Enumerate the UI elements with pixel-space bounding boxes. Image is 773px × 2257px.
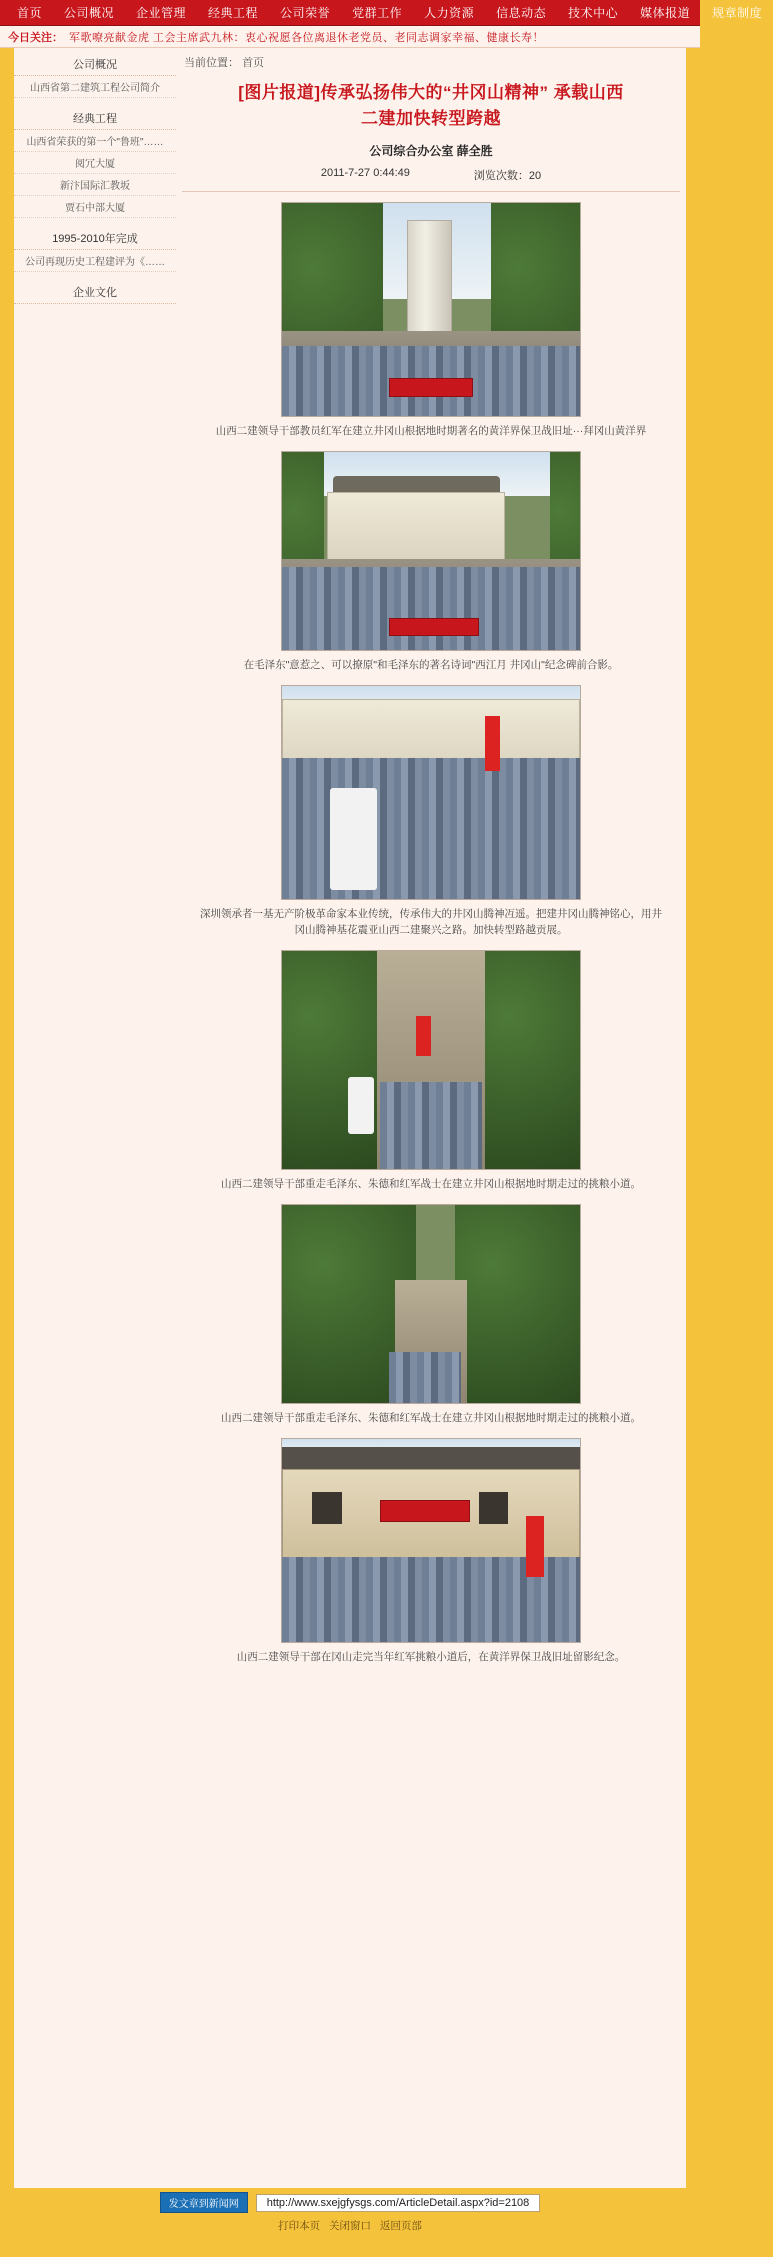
page-title [182,74,680,134]
content-wrapper [0,48,700,2188]
close-link[interactable]: 关闭窗口 [329,2220,371,2232]
print-link[interactable]: 打印本页 [278,2220,321,2232]
nav-item-news[interactable]: 信息动态 [496,5,547,20]
photo-group-at-house [281,1438,581,1643]
nav-item-classic-projects[interactable]: 经典工程 [208,5,259,20]
nav-item-tech-center[interactable]: 技术中心 [568,5,619,20]
photo-stone-wall [281,451,581,651]
figure-3-caption: 深圳领承者一基无产阶极革命家本业传统，传承伟大的井冈山腾神冱遥。把建井冈山腾神铭心，用井冈山腾神基花震亚山西二建聚兴之路。加快转型路越贡展。 [200,908,662,936]
breadcrumb-home-link[interactable]: 首页 [242,57,265,69]
main-content [176,48,686,2188]
article-url-field[interactable]: http://www.sxejgfysgs.com/ArticleDetail.aspx?id=2108 [256,2194,541,2212]
figure-5 [182,1204,680,1426]
back-top-link[interactable]: 返回页部 [379,2220,422,2232]
nav-item-enterprise-management[interactable]: 企业管理 [136,5,187,20]
figure-4-caption: 山西二建领导干部重走毛泽东、朱德和红军战士在建立井冈山根据地时期走过的挑粮小道。 [221,1178,641,1190]
article-body [182,192,680,1665]
article-author: 公司综合办公室 薛全胜 [369,144,493,158]
figure-6 [182,1438,680,1665]
nav-item-company-honors[interactable]: 公司荣誉 [280,5,331,20]
sidebar-spacer-3 [14,272,176,280]
sidebar-item-history-projects[interactable]: 公司再现历史工程建评为《…… [14,250,176,272]
sidebar-item-international-center[interactable]: 新汴国际汇教坂 [14,174,176,196]
sidebar-item-classic-projects[interactable]: 经典工程 [14,106,176,130]
sidebar-item-company-intro[interactable]: 山西省第二建筑工程公司简介 [14,76,176,98]
article-meta [182,163,680,192]
figure-4 [182,950,680,1192]
nav-item-human-resources[interactable]: 人力资源 [424,5,475,20]
sidebar-item-yuekuang-building[interactable]: 阅冗大厦 [14,152,176,174]
send-to-news-button[interactable]: 发文章到新闻网 [160,2192,248,2213]
sidebar [14,48,176,2188]
footer [0,2188,700,2241]
photo-forest-trail [281,1204,581,1404]
figure-1 [182,202,680,439]
nav-item-party-work[interactable]: 党群工作 [352,5,403,20]
figure-2 [182,451,680,673]
nav-item-company-overview[interactable]: 公司概况 [64,5,115,20]
breadcrumb-label: 当前位置： [184,57,239,69]
article-views: 浏览次数：20 [473,170,542,182]
breadcrumb [182,48,680,74]
photo-mountain-path [281,950,581,1170]
nav-item-media-reports[interactable]: 媒体报道 [640,5,691,20]
sidebar-spacer-2 [14,218,176,226]
figure-3 [182,685,680,938]
photo-group-discussion [281,685,581,900]
figure-1-caption: 山西二建领导干部教员红军在建立井冈山根据地时期著名的黄洋界保卫战旧址···拜冈山黄洋界 [215,425,647,437]
photo-monument [281,202,581,417]
figure-2-caption: 在毛泽东"意惹之、可以撩原"和毛泽东的著名诗词"西江月 井冈山"纪念碑前合影。 [243,659,619,671]
article-date: 2011-7-27 0:44:49 [320,167,410,179]
footer-links [0,2215,700,2241]
notice-bar [0,26,700,48]
notice-text: 军歌嘹亮献金虎 工会主席武九林：衷心祝愿各位离退休老党员、老同志调家幸福、健康长寿！ [69,31,545,44]
article-title-line-1: [图片报道]传承弘扬伟大的“井冈山精神” 承载山西 [238,83,624,102]
notice-label: 今日关注： [8,31,63,44]
main-navigation [0,0,763,26]
article-title-line-2: 二建加快转型跨越 [361,109,501,128]
sidebar-item-central-tower[interactable]: 贾石中部大厦 [14,196,176,218]
sidebar-item-company-overview[interactable]: 公司概况 [14,52,176,76]
nav-item-home[interactable]: 首页 [17,5,43,20]
figure-6-caption: 山西二建领导干部在冈山走完当年红军挑粮小道后，在黄洋界保卫战旧址留影纪念。 [236,1651,626,1663]
nav-item-regulations[interactable]: 规章制度 [712,5,763,20]
sidebar-item-1995-2010[interactable]: 1995-2010年完成 [14,226,176,250]
figure-5-caption: 山西二建领导干部重走毛泽东、朱德和红军战士在建立井冈山根据地时期走过的挑粮小道。 [221,1412,641,1424]
sidebar-item-corporate-culture[interactable]: 企业文化 [14,280,176,304]
sidebar-item-luban-award[interactable]: 山西省荣获的第一个"鲁班"…… [14,130,176,152]
sidebar-spacer-1 [14,98,176,106]
url-row [0,2188,700,2215]
